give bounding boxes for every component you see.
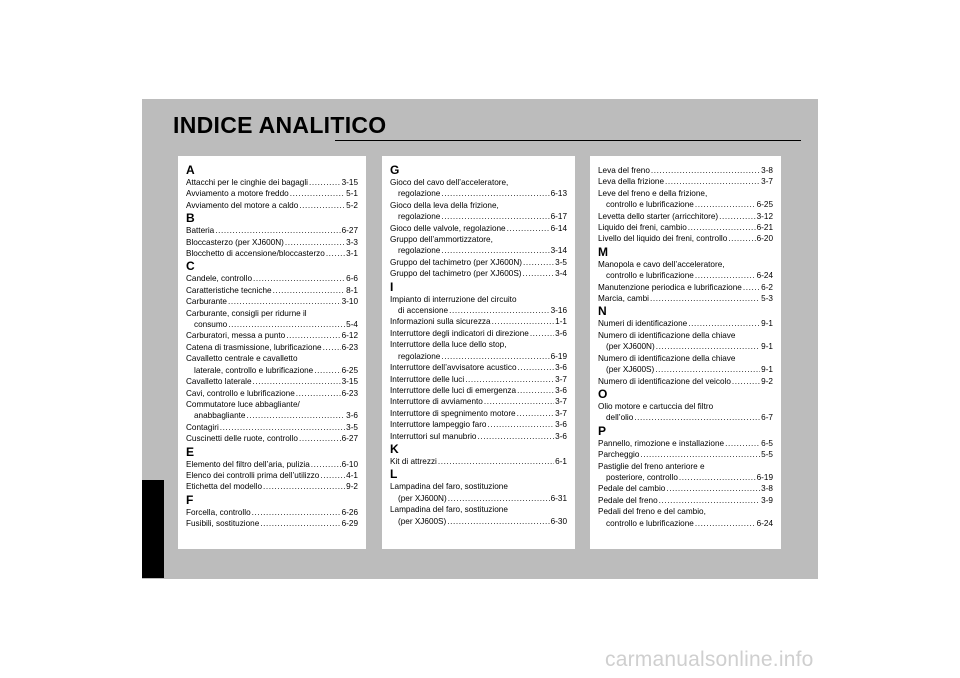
index-entry-text: regolazione bbox=[398, 189, 441, 199]
dot-leader bbox=[517, 408, 555, 419]
index-entry bbox=[598, 364, 773, 375]
index-entry-line: Olio motore e cartuccia del filtro bbox=[598, 401, 714, 411]
dot-leader bbox=[260, 518, 340, 529]
index-entry-text: laterale, controllo e lubrificazione bbox=[194, 365, 314, 375]
dot-leader bbox=[719, 211, 755, 222]
index-page-number: 3-7 bbox=[555, 374, 567, 384]
index-entry-text: Leva del freno bbox=[598, 166, 650, 175]
index-entry bbox=[186, 225, 358, 236]
index-entry bbox=[598, 472, 773, 483]
index-page-number: 9-1 bbox=[761, 365, 773, 375]
index-entry bbox=[186, 237, 358, 248]
index-entry-text: (per XJ600S) bbox=[398, 516, 447, 526]
index-entry bbox=[390, 223, 567, 234]
index-page-number: 6-24 bbox=[756, 518, 773, 528]
index-entry-text: (per XJ600N) bbox=[606, 342, 655, 352]
index-entry bbox=[390, 257, 567, 268]
index-page-number: 6-23 bbox=[341, 388, 358, 398]
dot-leader bbox=[695, 518, 756, 529]
index-entry-text: Elenco dei controlli prima dell’utilizzo bbox=[186, 470, 320, 480]
index-entry bbox=[598, 495, 773, 506]
dot-leader bbox=[299, 433, 341, 444]
index-entry-text: controllo e lubrificazione bbox=[606, 200, 694, 210]
index-entry-text: regolazione bbox=[398, 212, 441, 222]
index-page-number: 1-1 bbox=[555, 317, 567, 327]
index-letter-heading: A bbox=[186, 163, 195, 177]
index-page-number: 3-16 bbox=[550, 306, 567, 316]
index-page-number: 3-15 bbox=[341, 377, 358, 387]
index-entry bbox=[186, 422, 358, 433]
index-page-number: 6-2 bbox=[761, 282, 773, 292]
index-page-number: 3-6 bbox=[555, 431, 567, 441]
index-entry bbox=[186, 388, 358, 399]
index-entry bbox=[390, 305, 567, 316]
index-entry bbox=[390, 493, 567, 504]
index-page-number: 9-2 bbox=[346, 482, 358, 492]
index-entry bbox=[598, 222, 773, 233]
index-entry-text: Liquido dei freni, cambio bbox=[598, 223, 687, 233]
index-entry bbox=[598, 211, 773, 222]
index-page-number: 6-7 bbox=[761, 413, 773, 423]
index-entry bbox=[390, 245, 567, 256]
index-entry bbox=[598, 376, 773, 387]
index-entry bbox=[390, 268, 567, 279]
index-page-number: 6-10 bbox=[341, 459, 358, 469]
dot-leader bbox=[441, 211, 549, 222]
dot-leader bbox=[296, 388, 341, 399]
index-page-number: 6-31 bbox=[550, 493, 567, 503]
index-entry bbox=[598, 282, 773, 293]
dot-leader bbox=[449, 305, 550, 316]
index-entry bbox=[390, 516, 567, 527]
dot-leader bbox=[448, 493, 550, 504]
index-page-number: 6-20 bbox=[756, 234, 773, 244]
index-letter-heading: M bbox=[598, 244, 608, 259]
dot-leader bbox=[732, 376, 760, 387]
index-letter-heading: B bbox=[186, 211, 195, 226]
index-entry bbox=[598, 176, 773, 187]
index-letter-heading: F bbox=[186, 492, 194, 507]
index-page-number: 5-1 bbox=[346, 189, 358, 199]
dot-leader bbox=[728, 233, 755, 244]
index-entry bbox=[598, 318, 773, 329]
index-entry-text: Livello del liquido dei freni, controllo bbox=[598, 234, 728, 244]
index-entry-text: Avviamento del motore a caldo bbox=[186, 200, 299, 210]
index-letter-heading: G bbox=[390, 163, 400, 177]
index-page-number: 8-1 bbox=[346, 285, 358, 295]
index-entry-text: Elemento del filtro dell’aria, pulizia bbox=[186, 459, 310, 469]
index-entry-text: Caratteristiche tecniche bbox=[186, 285, 272, 295]
index-page-number: 5-3 bbox=[761, 294, 773, 304]
index-page-number: 3-7 bbox=[761, 177, 773, 187]
dot-leader bbox=[484, 396, 554, 407]
dot-leader bbox=[492, 316, 555, 327]
index-entry bbox=[390, 351, 567, 362]
index-entry bbox=[186, 433, 358, 444]
index-entry-text: Levetta dello starter (arricchitore) bbox=[598, 211, 719, 221]
index-page-number: 6-5 bbox=[761, 438, 773, 448]
dot-leader bbox=[228, 296, 341, 307]
index-page-number: 6-23 bbox=[341, 342, 358, 352]
index-entry-text: Interruttore di spegnimento motore bbox=[390, 408, 516, 418]
dot-leader bbox=[309, 177, 341, 188]
index-entry-line: Manopola e cavo dell’acceleratore, bbox=[598, 259, 725, 269]
index-entry-text: Carburante bbox=[186, 297, 227, 307]
index-entry-line: Gruppo dell’ammortizzatore, bbox=[390, 235, 493, 245]
dot-leader bbox=[253, 376, 341, 387]
dot-leader bbox=[523, 268, 555, 279]
index-page-number: 9-2 bbox=[761, 376, 773, 386]
index-page-number: 3-5 bbox=[346, 422, 358, 432]
dot-leader bbox=[441, 188, 549, 199]
index-page-number: 6-6 bbox=[346, 274, 358, 284]
index-entry-text: Marcia, cambi bbox=[598, 294, 649, 304]
index-entry-line: Interruttore della luce dello stop, bbox=[390, 340, 507, 350]
dot-leader bbox=[530, 328, 554, 339]
index-entry-text: Cavi, controllo e lubrificazione bbox=[186, 388, 295, 398]
dot-leader bbox=[743, 282, 760, 293]
dot-leader bbox=[695, 270, 756, 281]
index-entry bbox=[186, 410, 358, 421]
index-entry bbox=[390, 456, 567, 467]
index-letter-heading: N bbox=[598, 304, 607, 319]
index-page-number: 3-9 bbox=[761, 495, 773, 505]
index-entry bbox=[186, 273, 358, 284]
index-page-number: 6-24 bbox=[756, 271, 773, 281]
index-entry-line: Cavalletto centrale e cavalletto bbox=[186, 354, 298, 364]
dot-leader bbox=[253, 273, 345, 284]
index-entry bbox=[186, 365, 358, 376]
index-entry-line: Carburante, consigli per ridurne il bbox=[186, 308, 307, 318]
index-page-number: 5-2 bbox=[346, 200, 358, 210]
index-entry-text: Gioco delle valvole, regolazione bbox=[390, 223, 506, 233]
dot-leader bbox=[656, 341, 760, 352]
index-entry bbox=[390, 419, 567, 430]
index-page-number: 3-3 bbox=[346, 237, 358, 247]
index-page-number: 5-5 bbox=[761, 450, 773, 460]
index-entry-text: Interruttore dell’avvisatore acustico bbox=[390, 363, 517, 373]
index-page-number: 3-7 bbox=[555, 408, 567, 418]
dot-leader bbox=[465, 374, 554, 385]
index-page-number: 6-30 bbox=[550, 516, 567, 526]
dot-leader bbox=[290, 188, 345, 199]
dot-leader bbox=[285, 237, 345, 248]
index-entry-text: Cuscinetti delle ruote, controllo bbox=[186, 434, 298, 444]
index-entry bbox=[186, 296, 358, 307]
index-entry bbox=[390, 316, 567, 327]
index-entry-text: dell’olio bbox=[606, 413, 634, 423]
dot-leader bbox=[659, 495, 761, 506]
index-page-number: 3-7 bbox=[555, 397, 567, 407]
dot-leader bbox=[518, 362, 555, 373]
index-entry-text: Catena di trasmissione, lubrificazione bbox=[186, 342, 322, 352]
index-entry-text: anabbagliante bbox=[194, 411, 246, 421]
index-entry-text: Kit di attrezzi bbox=[390, 456, 437, 466]
dot-leader bbox=[634, 412, 760, 423]
index-entry bbox=[598, 233, 773, 244]
index-entry-text: (per XJ600N) bbox=[398, 493, 447, 503]
index-page-number: 3-6 bbox=[346, 411, 358, 421]
index-entry-text: Leva della frizione bbox=[598, 177, 664, 187]
index-entry bbox=[598, 293, 773, 304]
index-entry-line: Lampadina del faro, sostituzione bbox=[390, 482, 508, 492]
dot-leader bbox=[228, 319, 345, 330]
index-entry-text: Pannello, rimozione e installazione bbox=[598, 438, 725, 448]
index-entry bbox=[598, 412, 773, 423]
index-entry bbox=[186, 188, 358, 199]
index-entry-line: Gioco della leva della frizione, bbox=[390, 200, 499, 210]
index-entry-text: Interruttore delle luci di emergenza bbox=[390, 385, 517, 395]
index-entry-text: Manutenzione periodica e lubrificazione bbox=[598, 282, 742, 292]
index-entry-text: Blocchetto di accensione/bloccasterzo bbox=[186, 249, 325, 259]
index-page-number: 6-27 bbox=[341, 434, 358, 444]
index-page-number: 6-12 bbox=[341, 331, 358, 341]
index-entry bbox=[390, 408, 567, 419]
index-page-number: 6-26 bbox=[341, 507, 358, 517]
dot-leader bbox=[311, 459, 341, 470]
dot-leader bbox=[320, 470, 345, 481]
index-entry-text: Interruttori sul manubrio bbox=[390, 431, 477, 441]
index-entry-text: Gruppo del tachimetro (per XJ600N) bbox=[390, 257, 522, 267]
index-entry bbox=[186, 285, 358, 296]
index-letter-heading: K bbox=[390, 441, 399, 456]
dot-leader bbox=[487, 419, 554, 430]
index-entry bbox=[186, 376, 358, 387]
index-entry-text: posteriore, controllo bbox=[606, 472, 678, 482]
index-page-number: 3-8 bbox=[761, 484, 773, 494]
index-entry-text: Bloccasterzo (per XJ600N) bbox=[186, 237, 284, 247]
dot-leader bbox=[441, 245, 549, 256]
index-entry-text: controllo e lubrificazione bbox=[606, 271, 694, 281]
index-entry bbox=[598, 438, 773, 449]
index-entry-text: Cavalletto laterale bbox=[186, 377, 252, 387]
index-entry-text: Gruppo del tachimetro (per XJ600S) bbox=[390, 269, 522, 279]
index-page-number: 9-1 bbox=[761, 342, 773, 352]
index-page-number: 6-25 bbox=[341, 365, 358, 375]
index-page-number: 3-6 bbox=[555, 328, 567, 338]
dot-leader bbox=[679, 472, 756, 483]
dot-leader bbox=[477, 431, 554, 442]
index-entry bbox=[598, 270, 773, 281]
index-entry-text: di accensione bbox=[398, 306, 449, 316]
index-page-number: 6-29 bbox=[341, 519, 358, 529]
dot-leader bbox=[507, 223, 550, 234]
index-entry-text: Attacchi per le cinghie dei bagagli bbox=[186, 178, 308, 187]
index-entry-text: Fusibili, sostituzione bbox=[186, 519, 260, 529]
index-page-number: 3-15 bbox=[341, 178, 358, 187]
index-entry-text: consumo bbox=[194, 320, 228, 330]
dot-leader bbox=[447, 516, 549, 527]
dot-leader bbox=[688, 222, 756, 233]
chapter-tab-marker bbox=[142, 480, 164, 578]
index-entry bbox=[390, 362, 567, 373]
index-entry-text: regolazione bbox=[398, 351, 441, 361]
index-entry-text: Contagiri bbox=[186, 422, 219, 432]
index-page-number: 5-4 bbox=[346, 320, 358, 330]
index-entry bbox=[598, 199, 773, 210]
index-page-number: 3-1 bbox=[346, 249, 358, 259]
dot-leader bbox=[441, 351, 549, 362]
index-entry-line: Leve del freno e della frizione, bbox=[598, 188, 708, 198]
index-entry-text: Numero di identificazione del veicolo bbox=[598, 376, 731, 386]
dot-leader bbox=[286, 330, 340, 341]
index-page-number: 6-17 bbox=[550, 212, 567, 222]
index-page-number: 3-12 bbox=[756, 211, 773, 221]
dot-leader bbox=[665, 176, 760, 187]
index-entry-text: Interruttore delle luci bbox=[390, 374, 465, 384]
index-letter-heading: E bbox=[186, 444, 195, 459]
dot-leader bbox=[523, 257, 554, 268]
page-title: INDICE ANALITICO bbox=[173, 112, 387, 138]
index-entry bbox=[390, 374, 567, 385]
index-entry-text: Forcella, controllo bbox=[186, 507, 251, 517]
index-entry bbox=[186, 200, 358, 211]
index-entry-line: Numero di identificazione della chiave bbox=[598, 353, 736, 363]
index-entry bbox=[186, 177, 358, 188]
dot-leader bbox=[252, 507, 341, 518]
dot-leader bbox=[438, 456, 554, 467]
index-page-number: 3-8 bbox=[761, 166, 773, 175]
index-page-number: 6-13 bbox=[550, 189, 567, 199]
index-letter-heading: C bbox=[186, 259, 195, 274]
index-entry-text: Carburatori, messa a punto bbox=[186, 331, 286, 341]
index-entry-text: Interruttore degli indicatori di direzione bbox=[390, 328, 529, 338]
index-entry-text: Numeri di identificazione bbox=[598, 319, 688, 329]
index-entry-text: controllo e lubrificazione bbox=[606, 518, 694, 528]
index-entry bbox=[598, 483, 773, 494]
index-entry-text: regolazione bbox=[398, 246, 441, 256]
index-entry-text: Batteria bbox=[186, 226, 215, 236]
index-column-2 bbox=[382, 156, 575, 549]
index-page-number: 6-14 bbox=[550, 223, 567, 233]
index-column-3 bbox=[590, 156, 781, 549]
index-page-number: 6-1 bbox=[555, 456, 567, 466]
index-letter-heading: I bbox=[390, 279, 394, 294]
index-entry bbox=[390, 431, 567, 442]
index-page-number: 9-1 bbox=[761, 319, 773, 329]
index-entry-text: Informazioni sulla sicurezza bbox=[390, 317, 491, 327]
index-entry bbox=[390, 211, 567, 222]
index-entry bbox=[186, 459, 358, 470]
index-entry-line: Lampadina del faro, sostituzione bbox=[390, 505, 508, 515]
dot-leader bbox=[640, 449, 760, 460]
dot-leader bbox=[688, 318, 760, 329]
index-entry-text: Interruttore lampeggio faro bbox=[390, 420, 487, 430]
dot-leader bbox=[517, 385, 554, 396]
index-entry-line: Pastiglie del freno anteriore e bbox=[598, 461, 705, 471]
dot-leader bbox=[323, 342, 341, 353]
dot-leader bbox=[273, 285, 346, 296]
index-column-1 bbox=[178, 156, 366, 549]
index-page-number: 3-6 bbox=[555, 420, 567, 430]
index-entry bbox=[186, 248, 358, 259]
index-page-number: 3-6 bbox=[555, 385, 567, 395]
index-entry-text: Parcheggio bbox=[598, 450, 640, 460]
index-entry bbox=[598, 518, 773, 529]
dot-leader bbox=[655, 364, 760, 375]
index-entry-text: Pedale del freno bbox=[598, 495, 658, 505]
index-entry bbox=[390, 188, 567, 199]
dot-leader bbox=[314, 365, 340, 376]
index-page-number: 3-5 bbox=[555, 257, 567, 267]
index-entry-text: Pedale del cambio bbox=[598, 484, 666, 494]
index-entry bbox=[390, 385, 567, 396]
index-page-number: 6-25 bbox=[756, 200, 773, 210]
index-entry bbox=[186, 342, 358, 353]
index-entry-line: Commutatore luce abbagliante/ bbox=[186, 399, 300, 409]
index-page-number: 3-14 bbox=[550, 246, 567, 256]
index-page-number: 6-21 bbox=[756, 223, 773, 233]
index-entry-text: Avviamento a motore freddo bbox=[186, 189, 289, 199]
index-entry-line: Numero di identificazione della chiave bbox=[598, 330, 736, 340]
index-entry bbox=[390, 396, 567, 407]
index-entry bbox=[186, 481, 358, 492]
index-letter-heading: L bbox=[390, 467, 398, 482]
index-entry bbox=[598, 165, 773, 176]
dot-leader bbox=[651, 165, 760, 176]
dot-leader bbox=[246, 410, 345, 421]
index-entry-text: Etichetta del modello bbox=[186, 482, 263, 492]
index-entry bbox=[186, 330, 358, 341]
index-page-number: 4-1 bbox=[346, 470, 358, 480]
index-letter-heading: P bbox=[598, 423, 607, 438]
index-entry bbox=[598, 449, 773, 460]
dot-leader bbox=[299, 200, 345, 211]
watermark: carmanualsonline.info bbox=[605, 648, 814, 671]
index-entry bbox=[186, 319, 358, 330]
index-entry-text: Candele, controllo bbox=[186, 274, 252, 284]
index-page-number: 3-10 bbox=[341, 297, 358, 307]
index-page-number: 6-19 bbox=[756, 472, 773, 482]
index-entry-line: Pedali del freno e del cambio, bbox=[598, 507, 706, 517]
index-page-number: 3-4 bbox=[555, 269, 567, 279]
index-entry bbox=[186, 507, 358, 518]
index-entry bbox=[186, 470, 358, 481]
dot-leader bbox=[695, 199, 756, 210]
title-underline bbox=[335, 140, 801, 141]
index-page-number: 6-27 bbox=[341, 226, 358, 236]
index-entry-line: Impianto di interruzione del circuito bbox=[390, 294, 517, 304]
index-entry-text: (per XJ600S) bbox=[606, 365, 655, 375]
dot-leader bbox=[725, 438, 760, 449]
index-entry-text: Interruttore di avviamento bbox=[390, 397, 483, 407]
index-entry bbox=[390, 328, 567, 339]
dot-leader bbox=[326, 248, 345, 259]
index-entry bbox=[186, 518, 358, 529]
index-page-number: 6-19 bbox=[550, 351, 567, 361]
dot-leader bbox=[215, 225, 340, 236]
dot-leader bbox=[666, 483, 760, 494]
index-entry-line: Gioco del cavo dell’acceleratore, bbox=[390, 178, 509, 187]
index-page-number: 3-6 bbox=[555, 363, 567, 373]
index-entry bbox=[598, 341, 773, 352]
dot-leader bbox=[220, 422, 345, 433]
dot-leader bbox=[650, 293, 760, 304]
dot-leader bbox=[263, 481, 345, 492]
index-letter-heading: O bbox=[598, 386, 608, 401]
